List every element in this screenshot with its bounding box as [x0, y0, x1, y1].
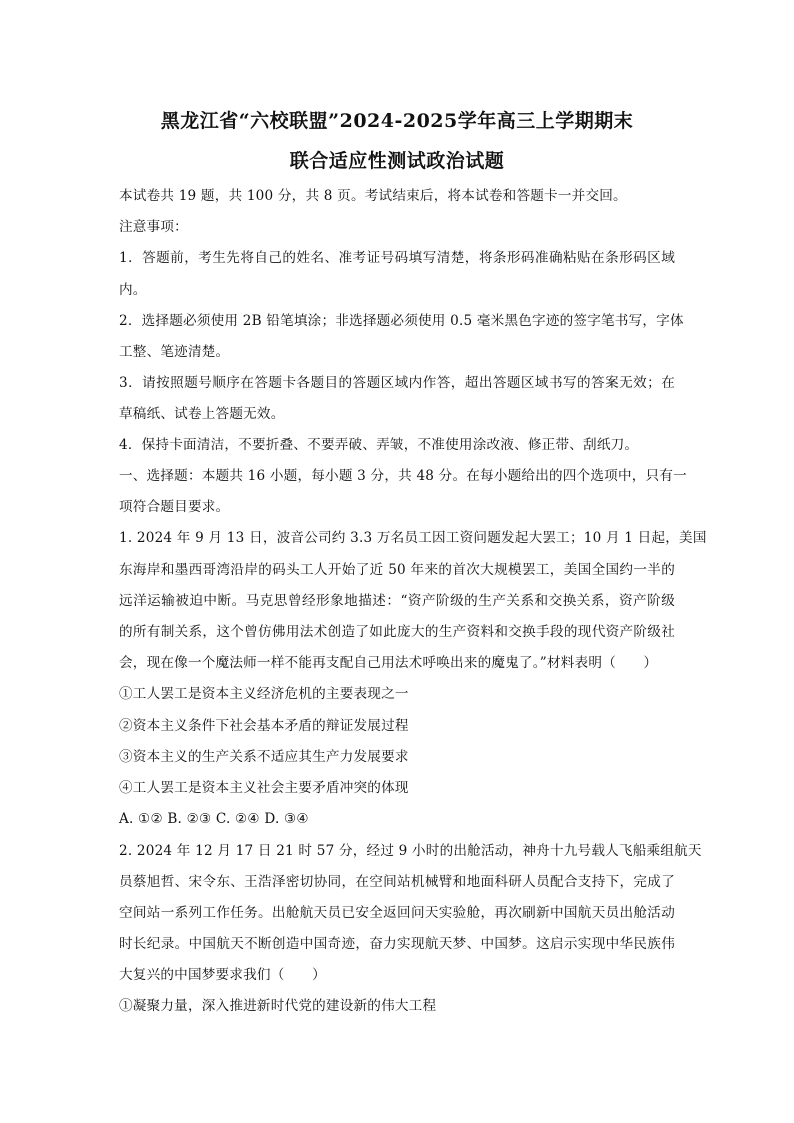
exam-title-line-2: 联合适应性测试政治试题: [289, 150, 505, 172]
section-1-line-2: 项符合题目要求。: [119, 499, 230, 515]
question-1-statement-3: ③资本主义的生产关系不适应其生产力发展要求: [119, 749, 409, 765]
question-1-line-3: 远洋运输被迫中断。马克思曾经形象地描述：“资产阶级的生产关系和交换关系，资产阶级: [119, 593, 675, 609]
note-3-line-1: 3．请按照题号顺序在答题卡各题目的答题区域内作答，超出答题区域书写的答案无效；在: [119, 375, 675, 391]
note-1-line-1: 1．答题前，考生先将自己的姓名、准考证号码填写清楚，将条形码准确粘贴在条形码区域: [119, 250, 675, 266]
question-2-line-5: 大复兴的中国梦要求我们（ ）: [119, 967, 326, 983]
question-1-line-2: 东海岸和墨西哥湾沿岸的码头工人开始了近 50 年来的首次大规模罢工，美国全国约一半的: [119, 562, 675, 578]
question-1-statement-1: ①工人罢工是资本主义经济危机的主要表现之一: [119, 686, 409, 702]
question-2-line-4: 时长纪录。中国航天不断创造中国奇迹，奋力实现航天梦、中国梦。这启示实现中华民族伟: [119, 936, 675, 952]
notes-heading: 注意事项：: [119, 219, 188, 235]
question-1-statement-2: ②资本主义条件下社会基本矛盾的辩证发展过程: [119, 718, 409, 734]
question-2-line-1: 2. 2024 年 12 月 17 日 21 时 57 分，经过 9 小时的出舱活动，神舟十九号载人飞船乘组航天: [119, 843, 702, 859]
note-2-line-2: 工整、笔迹清楚。: [119, 344, 230, 360]
question-2-line-3: 空间站一系列工作任务。出舱航天员已安全返回问天实验舱，再次刷新中国航天员出舱活动: [119, 905, 675, 921]
note-1-line-2: 内。: [119, 282, 147, 298]
note-2-line-1: 2．选择题必须使用 2B 铅笔填涂；非选择题必须使用 0.5 毫米黑色字迹的签字笔书写，字体: [119, 313, 684, 329]
question-2-statement-1: ①凝聚力量，深入推进新时代党的建设新的伟大工程: [119, 998, 437, 1014]
exam-title-line-1: 黑龙江省“六校联盟”2024-2025学年高三上学期期末: [160, 110, 634, 132]
section-1-line-1: 一、选择题：本题共 16 小题，每小题 3 分，共 48 分。在每小题给出的四个选项中，只有一: [119, 468, 687, 484]
question-1-choices: A. ①② B. ②③ C. ②④ D. ③④: [119, 811, 309, 827]
question-1-line-4: 的所有制关系，这个曾仿佛用法术创造了如此庞大的生产资料和交换手段的现代资产阶级社: [119, 624, 675, 640]
note-3-line-2: 草稿纸、试卷上答题无效。: [119, 406, 285, 422]
question-1-statement-4: ④工人罢工是资本主义社会主要矛盾冲突的体现: [119, 780, 409, 796]
question-2-line-2: 员蔡旭哲、宋令东、王浩泽密切协同，在空间站机械臂和地面科研人员配合支持下，完成了: [119, 874, 675, 890]
question-1-line-5: 会，现在像一个魔法师一样不能再支配自己用法术呼唤出来的魔鬼了。”材料表明（ ）: [119, 655, 658, 671]
note-4: 4．保持卡面清洁，不要折叠、不要弄破、弄皱，不准使用涂改液、修正带、刮纸刀。: [119, 437, 639, 453]
question-1-line-1: 1. 2024 年 9 月 13 日，波音公司约 3.3 万名员工因工资问题发起大罢工；10 月 1 日起，美国: [119, 530, 707, 546]
intro-text: 本试卷共 19 题，共 100 分，共 8 页。考试结束后，将本试卷和答题卡一并交回。: [119, 188, 627, 204]
